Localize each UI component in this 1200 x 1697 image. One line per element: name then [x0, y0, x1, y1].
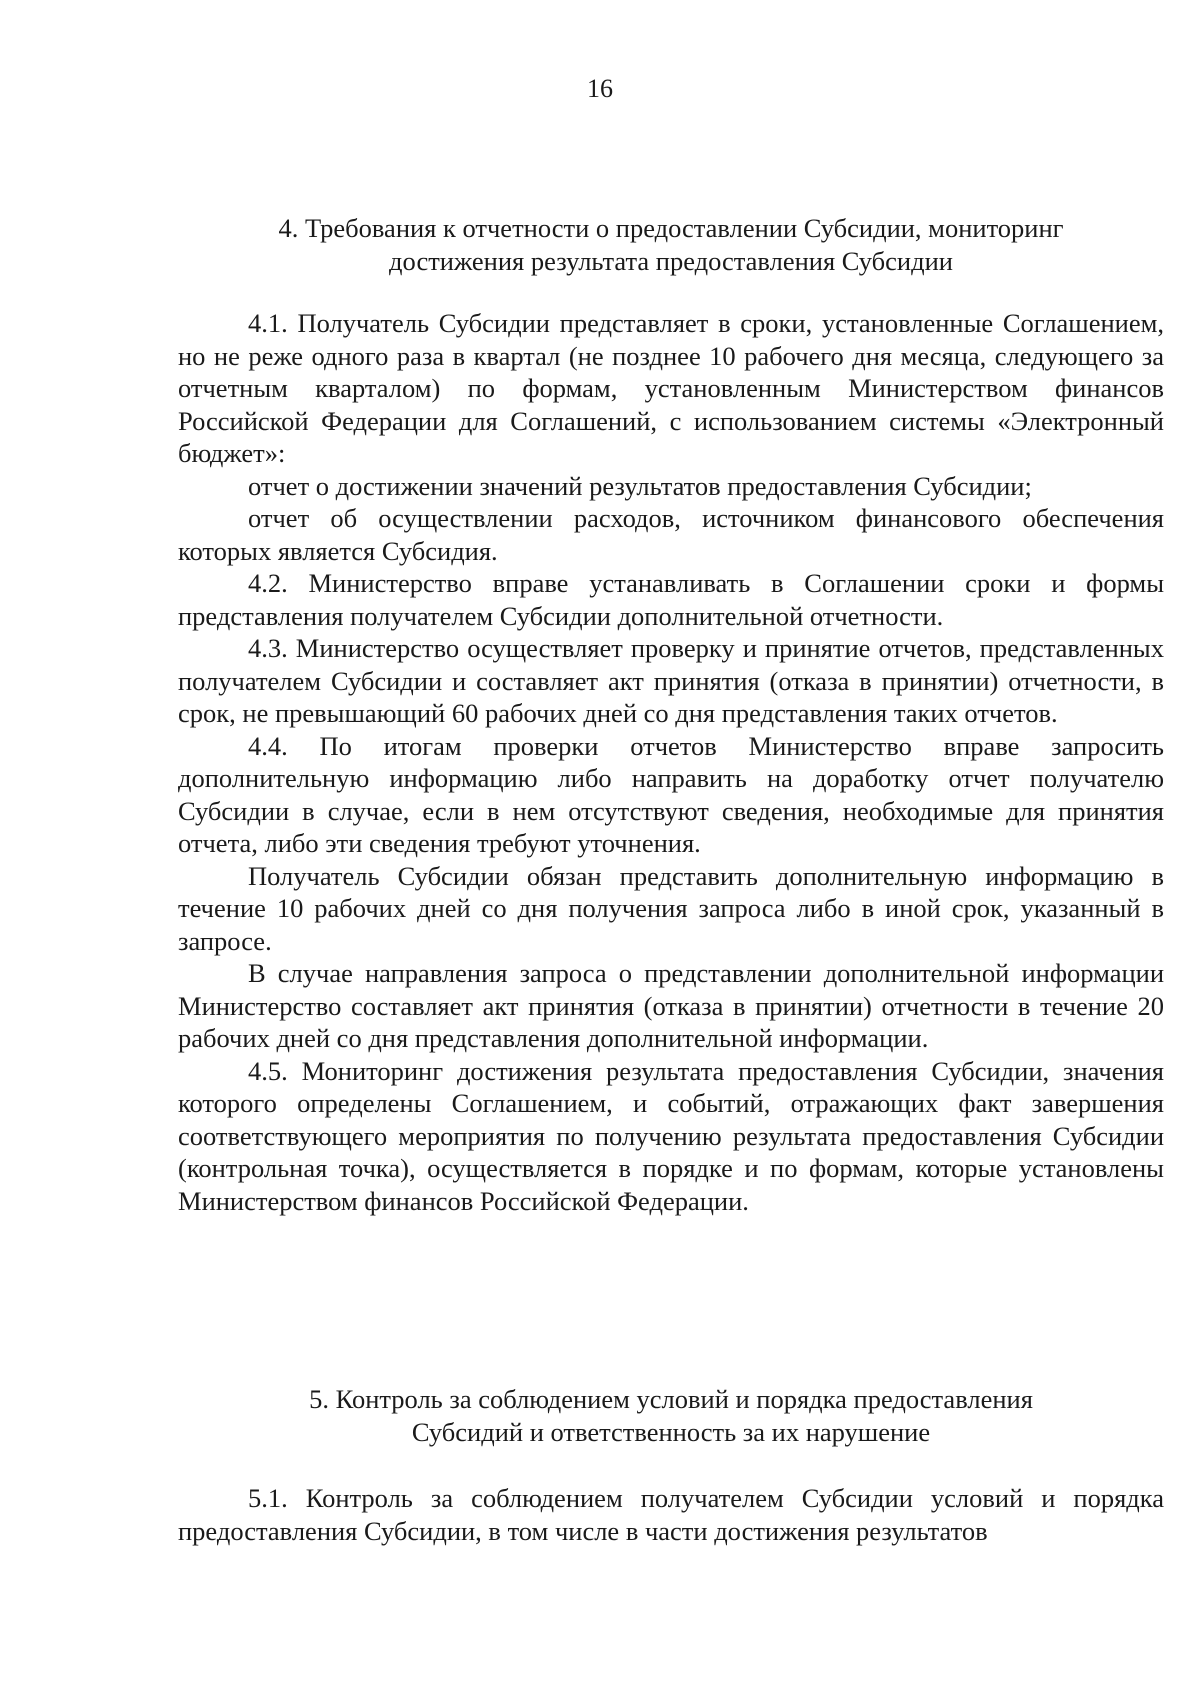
section-5-heading-line-2: Субсидий и ответственность за их нарушение	[411, 1416, 931, 1447]
paragraph-4-2: 4.2. Министерство вправе устанавливать в Соглашении сроки и формы представления получателем Субсидии дополнительной отчетности.	[178, 568, 1164, 631]
paragraph-4-4: 4.4. По итогам проверки отчетов Министерство вправе запросить дополнительную информацию либо направить на доработку отчет получателю Субсидии в случае, если в нем отсутствуют сведения, необходимые для принятия отчета, либо эти сведения требуют уточнения.	[178, 730, 1164, 858]
paragraph-4-1: 4.1. Получатель Субсидии представляет в сроки, установленные Соглашением, но не реже одного раза в квартал (не позднее 10 рабочего дня месяца, следующего за отчетным кварталом) по формам, установленным Министерством финансов Российской Федерации для Соглашений, с использованием системы «Электронный бюджет»:	[178, 308, 1164, 468]
section-5-heading-line-1: 5. Контроль за соблюдением условий и порядка предоставления	[309, 1384, 1033, 1414]
paragraph-4-4-part-2: Получатель Субсидии обязан представить дополнительную информацию в течение 10 рабочих дней со дня получения запроса либо в иной срок, указанный в запросе.	[178, 860, 1164, 956]
paragraph-4-4-part-3: В случае направления запроса о представлении дополнительной информации Министерство составляет акт принятия (отказа в принятии) отчетности в течение 20 рабочих дней со дня представления дополнительной информации.	[178, 958, 1164, 1053]
paragraph-4-5: 4.5. Мониторинг достижения результата предоставления Субсидии, значения которого определены Соглашением, и событий, отражающих факт завершения соответствующего мероприятия по получению результата предоставления Субсидии (контрольная точка), осуществляется в порядке и по формам, которые установлены Министерством финансов Российской Федерации.	[178, 1055, 1164, 1216]
section-4-heading-line-2: достижения результата предоставления Субсидии	[389, 245, 953, 276]
section-5-heading	[178, 1383, 1164, 1448]
paragraph-5-1: 5.1. Контроль за соблюдением получателем Субсидии условий и порядка предоставления Субсидии, в том числе в части достижения результатов	[178, 1483, 1164, 1546]
section-4	[178, 212, 1164, 1217]
paragraph-4-1-item-2: отчет об осуществлении расходов, источником финансового обеспечения которых является Субсидия.	[178, 503, 1164, 566]
page-number: 16	[587, 74, 613, 103]
paragraph-4-1-item-1: отчет о достижении значений результатов предоставления Субсидии;	[248, 470, 1032, 501]
section-5	[178, 1383, 1164, 1547]
section-4-heading	[178, 212, 1164, 277]
section-4-heading-line-1: 4. Требования к отчетности о предоставлении Субсидии, мониторинг	[278, 213, 1064, 243]
paragraph-4-3: 4.3. Министерство осуществляет проверку и принятие отчетов, представленных получателем Субсидии и составляет акт принятия (отказа в принятии) отчетности, в срок, не превышающий 60 рабочих дней со дня представления таких отчетов.	[178, 633, 1164, 728]
